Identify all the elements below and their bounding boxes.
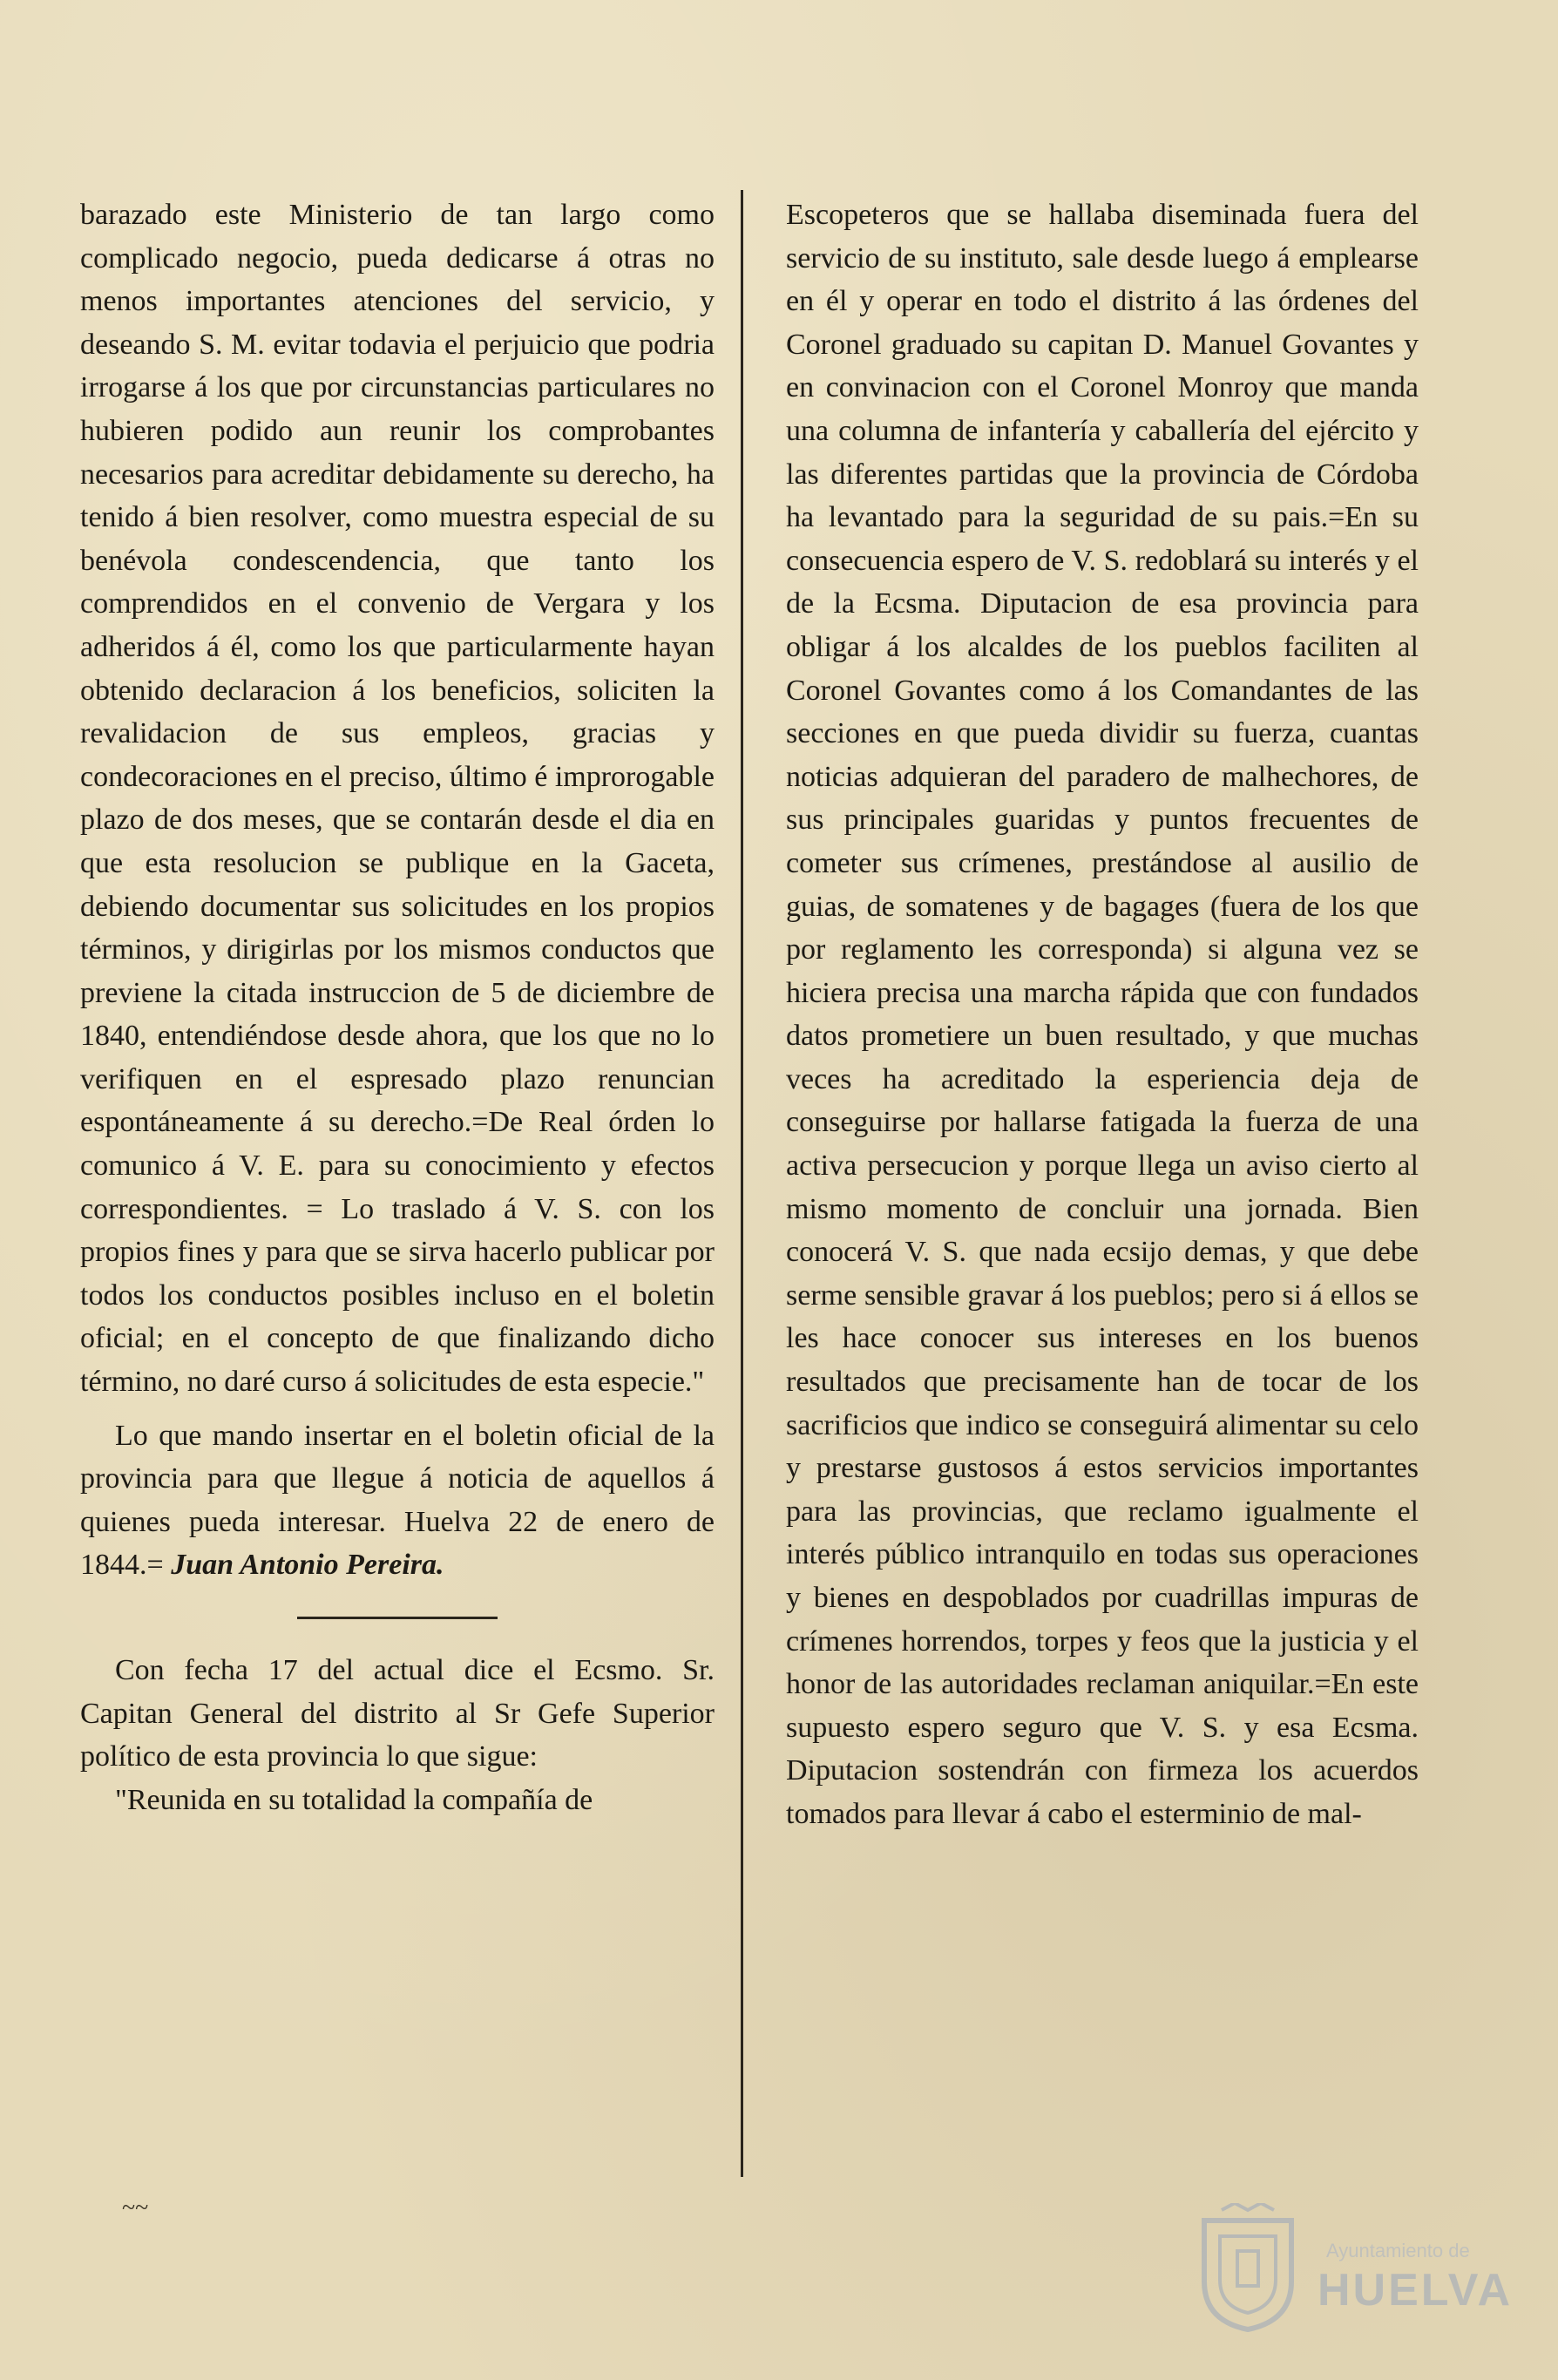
- watermark-line-2: HUELVA: [1318, 2265, 1514, 2316]
- left-column: [80, 193, 715, 1821]
- coat-of-arms-icon: [1196, 2203, 1300, 2334]
- column-divider: [741, 190, 743, 2177]
- left-paragraph-1: barazado este Ministerio de tan largo como complicado negocio, pueda dedicarse á otras no menos importantes atenciones del servicio, y deseando S. M. evitar todavia el perjuicio que podria irrogarse á los que por circunstancias particulares no hubieren podido aun reunir los comprobantes necesarios para acreditar debidamente su derecho, ha tenido á bien resolver, como muestra especial de su benévola condescendencia, que tanto los comprendidos en el convenio de Vergara y los adheridos á él, como los que particularmente hayan obtenido declaracion á los beneficios, soliciten la revalidacion de sus empleos, gracias y condecoraciones en el preciso, último é improrogable plazo de dos meses, que se contarán desde el dia en que esta resolucion se publique en la Gaceta, debiendo documentar sus solicitudes en los propios términos, y dirigirlas por los mismos conductos que previene la citada instruccion de 5 de diciembre de 1840, entendiéndose desde ahora, que los que no lo verifiquen en el espresado plazo renuncian espontáneamente á su derecho.=De Real órden lo comunico á V. E. para su conocimiento y efectos correspondientes. = Lo traslado á V. S. con los propios fines y para que se sirva hacerlo publicar por todos los conductos posibles incluso en el boletin oficial; en el concepto de que finalizando dicho término, no daré curso á solicitudes de esta especie.": [80, 199, 715, 1399]
- watermark-line-1: Ayuntamiento de: [1326, 2240, 1470, 2261]
- left-paragraph-3: Con fecha 17 del actual dice el Ecsmo. Sr. Capitan General del distrito al Sr Gefe Superior político de esta provincia lo que sigue:: [80, 1654, 715, 1773]
- right-column: [786, 193, 1419, 1836]
- left-paragraph-2-text: Lo que mando insertar en el boletin oficial de la provincia para que llegue á noticia de aquellos á quienes pueda interesar. Huelva 22 de enero de 1844.=: [80, 1419, 715, 1582]
- catchword: ~~: [122, 2194, 149, 2221]
- left-paragraph-2: [80, 1414, 715, 1587]
- right-paragraph-1: Escopeteros que se hallaba diseminada fuera del servicio de su instituto, sale desde luego á emplearse en él y operar en todo el distrito á las órdenes del Coronel graduado su capitan D. Manuel Govantes y en convinacion con el Coronel Monroy que manda una columna de infantería y caballería del ejército y las diferentes partidas que la provincia de Córdoba ha levantado para la seguridad de su pais.=En su consecuencia espero de V. S. redoblará su interés y el de la Ecsma. Diputacion de esa provincia para obligar á los alcaldes de los pueblos faciliten al Coronel Govantes como á los Comandantes de las secciones en que pueda dividir su fuerza, cuantas noticias adquieran del paradero de malhechores, de sus principales guaridas y puntos frecuentes de cometer sus crímenes, prestándose al ausilio de guias, de somatenes y de bagages (fuera de los que por reglamento les corresponda) si alguna vez se hiciera precisa una marcha rápida que con fundados datos prometiere un buen resultado, y que muchas veces ha acreditado la esperiencia deja de conseguirse por hallarse fatigada la fuerza de una activa persecucion y porque llega un aviso cierto al mismo momento de concluir una jornada. Bien conocerá V. S. que nada ecsijo demas, y que debe serme sensible gravar á los pueblos; pero si á ellos se les hace conocer sus intereses en los buenos resultados que precisamente han de tocar de los sacrificios que indico se conseguirá alimentar su celo y prestarse gustosos á estos servicios importantes para las provincias, que reclamo igualmente el interés público intranquilo en todas sus operaciones y bienes en despoblados por cuadrillas impuras de crímenes horrendos, torpes y feos que la justicia y el honor de las autoridades reclaman aniquilar.=En este supuesto espero seguro que V. S. y esa Ecsma. Diputacion sostendrán con firmeza los acuerdos tomados para llevar á cabo el esterminio de mal-: [786, 199, 1419, 1830]
- signature: Juan Antonio Pereira.: [171, 1549, 444, 1582]
- section-divider: [297, 1617, 498, 1619]
- archive-watermark: [1196, 2203, 1514, 2334]
- left-paragraph-4: "Reunida en su totalidad la compañía de: [115, 1783, 593, 1816]
